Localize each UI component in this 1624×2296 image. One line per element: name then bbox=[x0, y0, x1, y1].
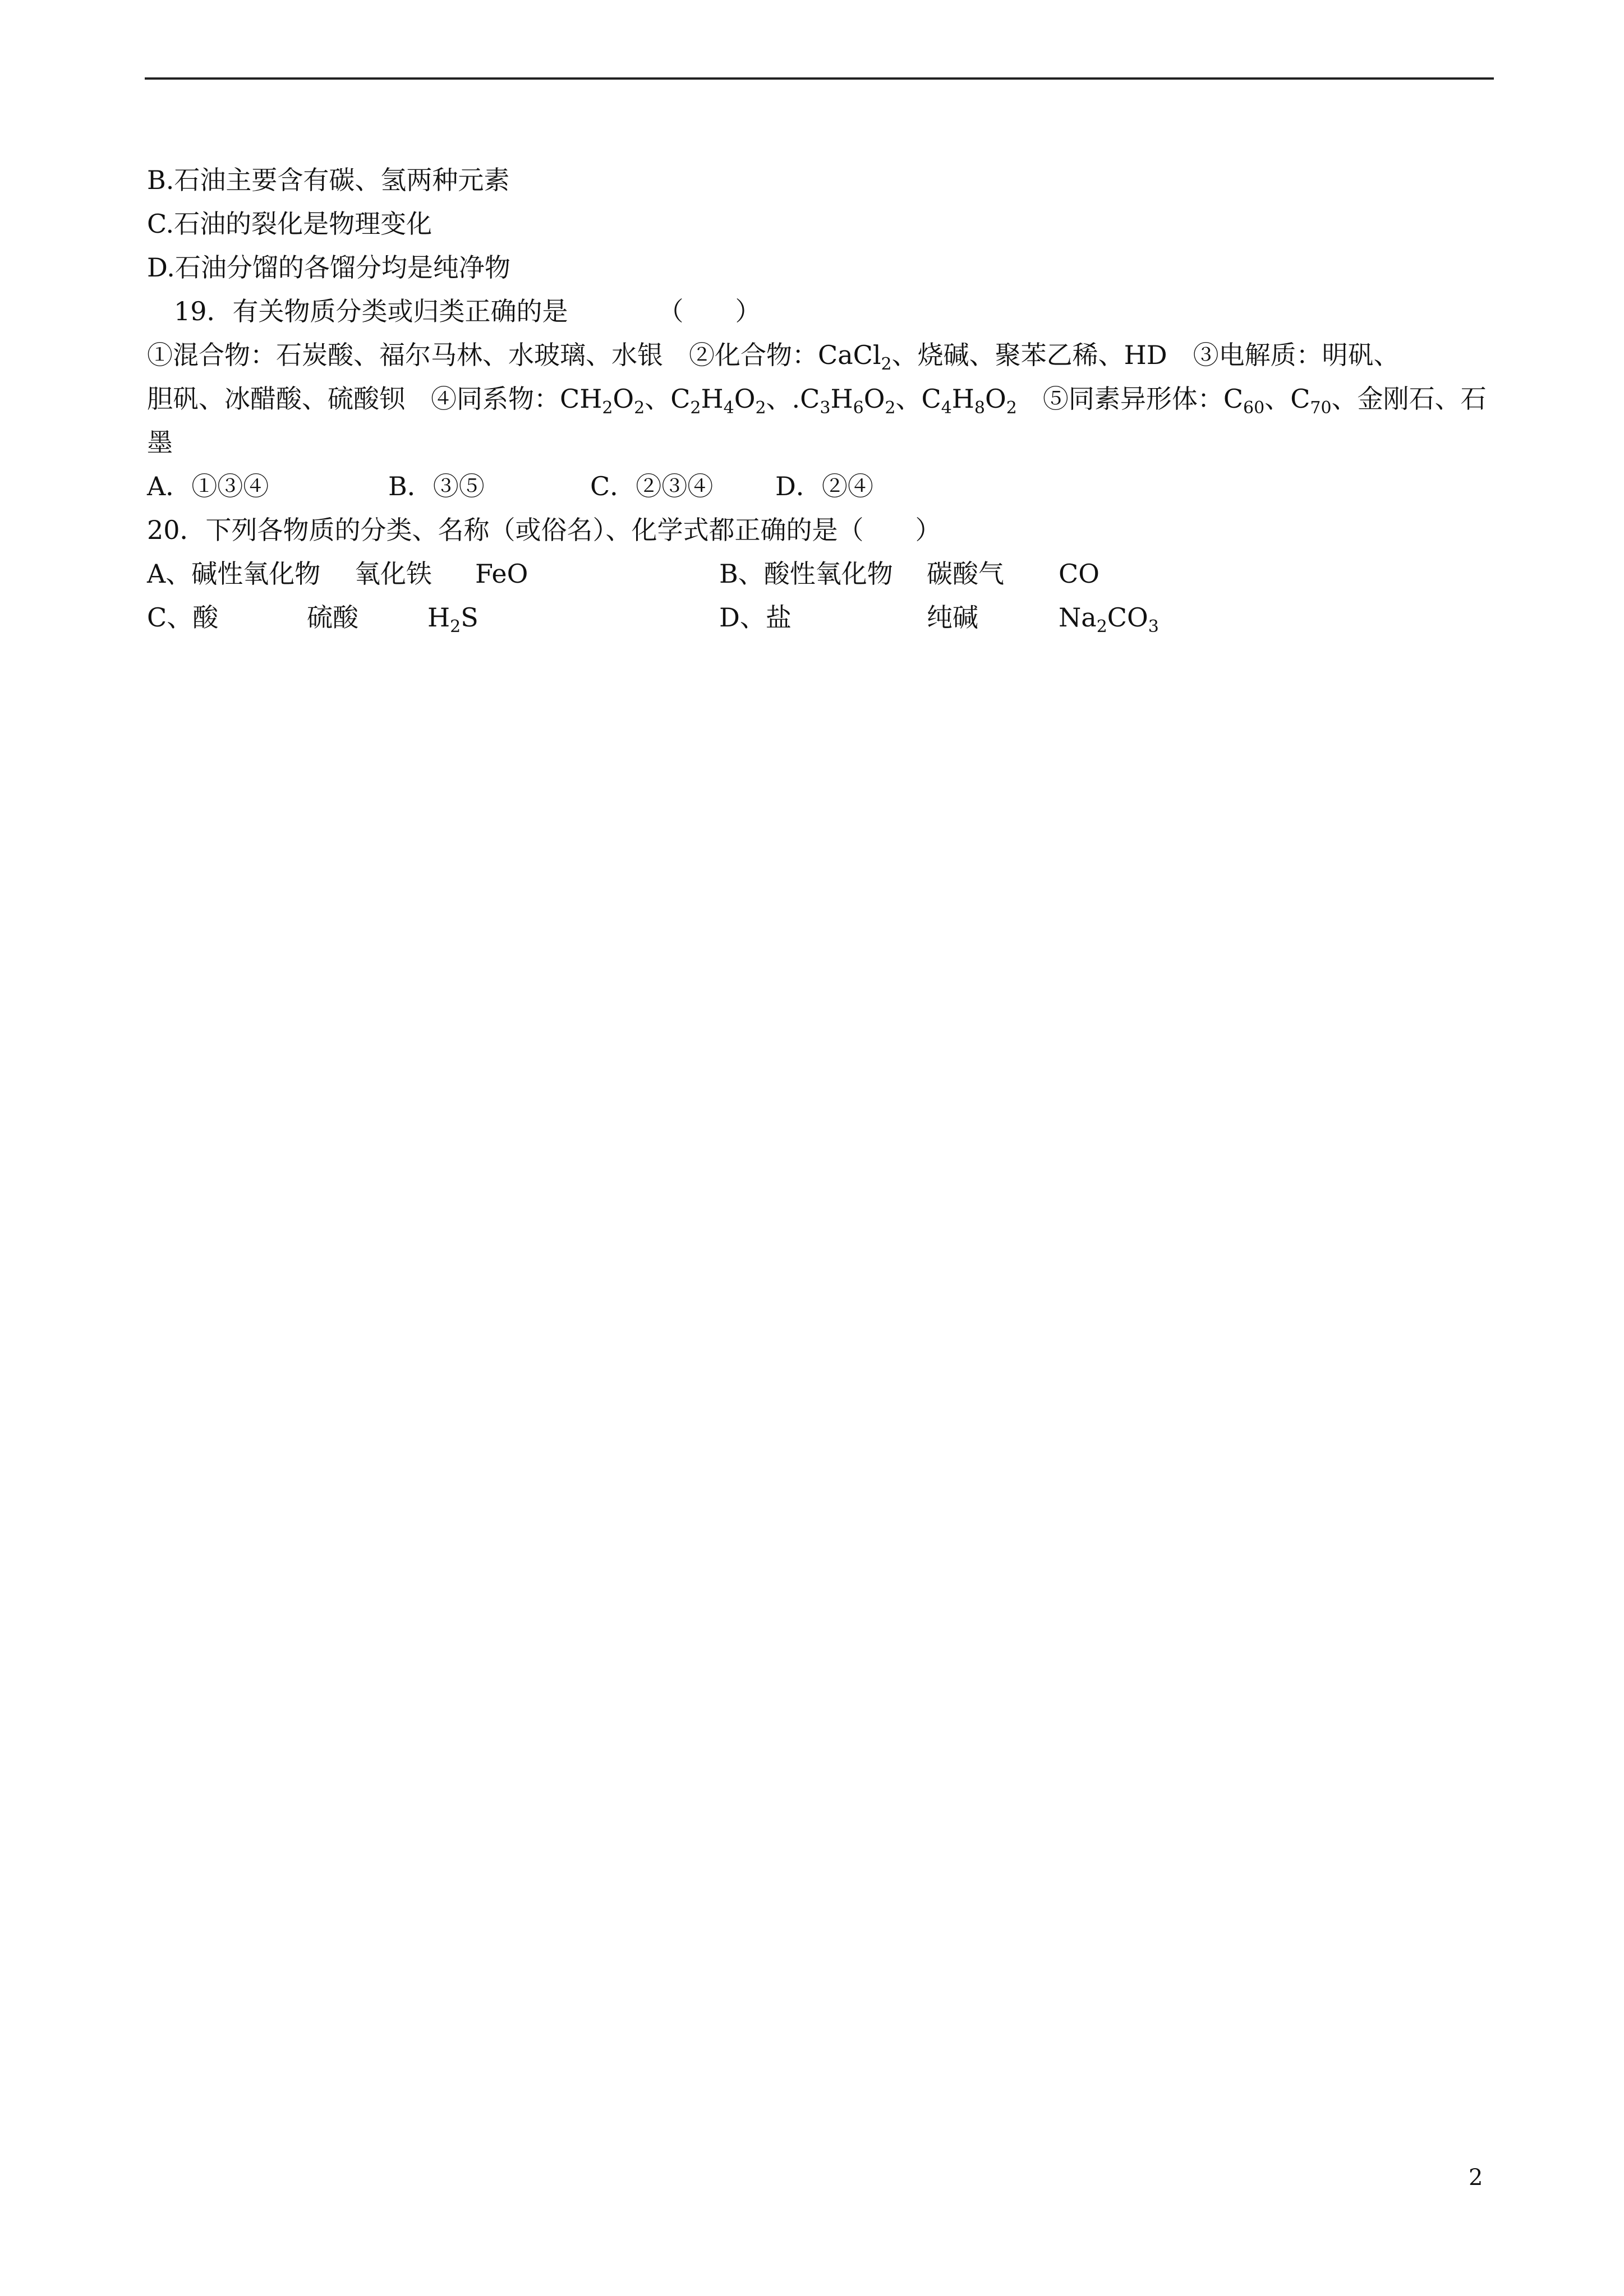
header-rule bbox=[145, 77, 1494, 80]
formula-part: O bbox=[613, 384, 634, 414]
subscript: 60 bbox=[1243, 398, 1265, 418]
q19-line1-text: ①混合物：石炭酸、福尔马林、水玻璃、水银 ②化合物：CaCl bbox=[147, 340, 881, 370]
subscript: 3 bbox=[820, 398, 831, 418]
subscript: 4 bbox=[723, 398, 734, 418]
q20-a-name: 氧化铁 bbox=[355, 559, 432, 589]
subscript: 2 bbox=[1096, 617, 1107, 637]
subscript: 8 bbox=[974, 398, 986, 418]
q20-stem: 20．下列各物质的分类、名称（或俗名）、化学式都正确的是（ ） bbox=[147, 515, 941, 545]
q19-options-line bbox=[147, 464, 1493, 508]
page-number: 2 bbox=[1469, 2165, 1483, 2191]
formula-separator: 、C bbox=[895, 384, 941, 414]
q18-option-c: C.石油的裂化是物理变化 bbox=[147, 209, 433, 239]
q19-answer-paren: （ ） bbox=[657, 296, 761, 326]
subscript: 2 bbox=[450, 617, 461, 637]
q19-line2-text-2: ⑤同素异形体：C bbox=[1016, 384, 1244, 414]
q18-option-b: B.石油主要含有碳、氢两种元素 bbox=[147, 165, 510, 195]
q19-statement-line-1 bbox=[147, 333, 1493, 377]
q20-option-b bbox=[719, 559, 1099, 589]
q20-d-name: 纯碱 bbox=[927, 602, 978, 633]
q19-line2-text: 胆矾、冰醋酸、硫酸钡 ④同系物：CH bbox=[147, 384, 602, 414]
q20-b-class: B、酸性氧化物 bbox=[719, 559, 893, 589]
q20-b-formula: CO bbox=[1059, 559, 1099, 589]
formula-part: H bbox=[427, 602, 450, 633]
q20-option-d bbox=[719, 602, 1159, 637]
formula-part: O bbox=[985, 384, 1006, 414]
subscript: 70 bbox=[1310, 398, 1332, 418]
page-content bbox=[147, 158, 1493, 639]
q19-statement-line-3: 墨 bbox=[147, 427, 173, 458]
q20-options-cd bbox=[147, 596, 1493, 639]
formula-part: S bbox=[461, 602, 479, 633]
q19-line2-text-3: 、金刚石、石 bbox=[1331, 384, 1487, 414]
q19-option-c: C．②③④ bbox=[590, 471, 714, 501]
subscript: 4 bbox=[941, 398, 952, 418]
q19-option-b: B．③⑤ bbox=[388, 471, 485, 501]
formula-separator: 、C bbox=[1264, 384, 1310, 414]
q19-option-a: A．①③④ bbox=[147, 471, 269, 501]
formula-part: H bbox=[951, 384, 974, 414]
subscript: 2 bbox=[755, 398, 766, 418]
q19-stem: 19．有关物质分类或归类正确的是 bbox=[174, 296, 568, 326]
subscript: 2 bbox=[634, 398, 645, 418]
q19-option-d: D．②④ bbox=[775, 471, 873, 501]
q20-d-formula bbox=[1059, 602, 1159, 637]
q20-option-c bbox=[147, 596, 719, 639]
q18-option-d: D.石油分馏的各馏分均是纯净物 bbox=[147, 252, 510, 283]
formula-separator: 、C bbox=[645, 384, 691, 414]
formula-part: H bbox=[830, 384, 853, 414]
q20-b-name: 碳酸气 bbox=[927, 559, 1004, 589]
q20-options-ab bbox=[147, 552, 1493, 596]
q19-statement-line-2 bbox=[147, 377, 1493, 421]
subscript: 3 bbox=[1148, 617, 1159, 637]
q19-stem-line bbox=[147, 289, 1493, 333]
q20-c-class: C、酸 bbox=[147, 602, 219, 633]
subscript: 2 bbox=[602, 398, 613, 418]
formula-part: CO bbox=[1107, 602, 1148, 633]
q20-a-class: A、碱性氧化物 bbox=[147, 559, 321, 589]
formula-part: O bbox=[734, 384, 756, 414]
q20-option-a bbox=[147, 552, 719, 596]
subscript: 2 bbox=[1006, 398, 1017, 418]
formula-part: O bbox=[863, 384, 885, 414]
formula-part: Na bbox=[1059, 602, 1097, 633]
subscript: 6 bbox=[853, 398, 864, 418]
subscript: 2 bbox=[690, 398, 701, 418]
q19-line1-text-2: 、烧碱、聚苯乙稀、HD ③电解质：明矾、 bbox=[891, 340, 1400, 370]
formula-separator: 、.C bbox=[766, 384, 820, 414]
q20-a-formula: FeO bbox=[475, 559, 528, 589]
q20-d-class: D、盐 bbox=[719, 602, 792, 633]
formula-part: H bbox=[701, 384, 724, 414]
q20-c-name: 硫酸 bbox=[307, 602, 358, 633]
q20-c-formula bbox=[427, 602, 479, 637]
subscript: 2 bbox=[881, 354, 892, 374]
subscript: 2 bbox=[885, 398, 896, 418]
